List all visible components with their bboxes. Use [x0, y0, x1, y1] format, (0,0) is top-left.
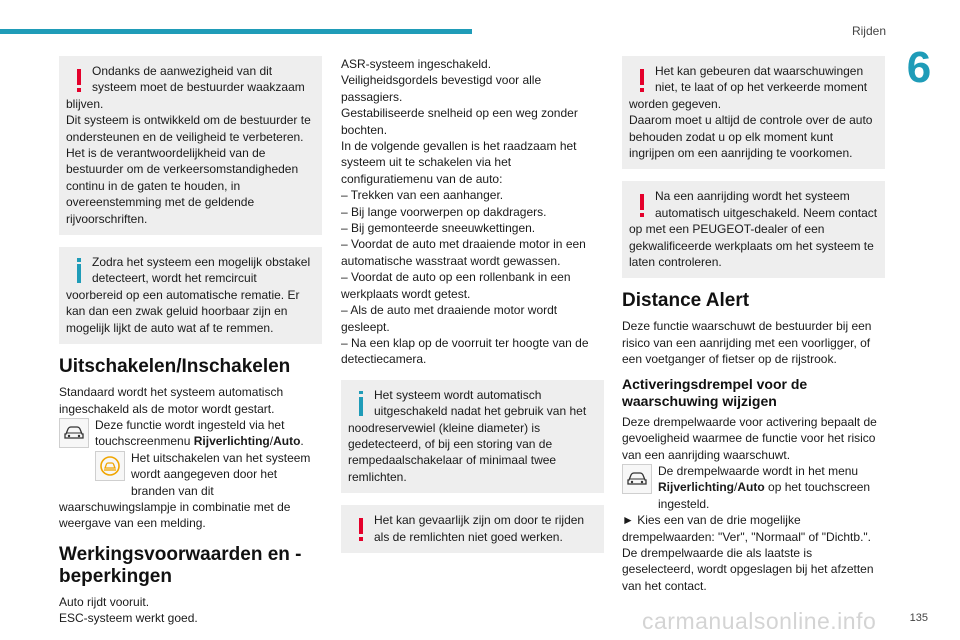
- warning-exclamation-icon: [348, 512, 374, 542]
- paragraph: In de volgende gevallen is het raadzaam het systeem uit te schakelen via het configuratiemenu van de auto:: [341, 139, 577, 186]
- heading-threshold: Activeringsdrempel voor de waarschuwing wijzigen: [622, 375, 808, 409]
- watermark: carmanualsonline.info: [642, 608, 877, 634]
- menu-name: Auto: [737, 480, 765, 495]
- list-item: – Na een klap op de voorruit ter hoogte van de detectiecamera.: [341, 335, 589, 367]
- car-settings-icon: [622, 464, 652, 494]
- list-item: – Bij lange voorwerpen op dakdragers.: [341, 204, 547, 219]
- paragraph: ASR-systeem ingeschakeld.: [341, 57, 492, 71]
- menu-separator: /: [734, 480, 738, 495]
- instruction-text: Het uitschakelen van het systeem wordt aangegeven door het branden van dit waarschuwingslampje in combinatie met de weergave van een melding.: [59, 450, 311, 531]
- menu-name: Rijverlichting: [193, 434, 270, 449]
- instruction-text: op het touchscreen ingesteld.: [658, 480, 871, 511]
- column-1: [59, 56, 322, 627]
- paragraph: ESC-systeem werkt goed.: [59, 611, 198, 626]
- info-text: Zodra het systeem een mogelijk obstakel detecteert, wordt het remcircuit voorbereid op een automatische rematie. Er kan dan een zwak geluid hoorbaar zijn en mogelijk lijkt de auto wat af te remmen.: [66, 255, 311, 335]
- warning-text: Ondanks de aanwezigheid van dit systeem moet de bestuurder waakzaam blijven.: [66, 64, 305, 111]
- list-item: – Voordat de auto met draaiende motor in een automatische wasstraat wordt gewassen.: [341, 237, 586, 268]
- warning-exclamation-icon: [66, 63, 92, 93]
- info-text: Het systeem wordt automatisch uitgeschakeld nadat het gebruik van het noodreservewiel (kleine diameter) is gedetecteerd, of bij een storing van de rempedaalschakelaar of minimaal twee remlichten.: [348, 387, 587, 484]
- warning-text: Het is de verantwoordelijkheid van de bestuurder om de verkeersomstandigheden continu in de gaten te houden, in overeenstemming met de geldende rijvoorschriften.: [66, 146, 299, 226]
- heading-switch: Uitschakelen/Inschakelen: [59, 356, 291, 378]
- paragraph: Deze drempelwaarde voor activering bepaalt de gevoeligheid waarmee de functie voor het risico van een aanrijding waarschuwt.: [622, 414, 877, 462]
- instruction-text: .: [300, 434, 304, 449]
- instruction-text: De drempelwaarde wordt in het menu: [658, 463, 859, 478]
- warning-text: Na een aanrijding wordt het systeem automatisch uitgeschakeld. Neem contact op met een PEUGEOT-dealer of een gekwalificeerde werkplaats om het systeem te laten controleren.: [629, 189, 878, 270]
- warning-text: Daarom moet u altijd de controle over de auto behouden zodat u op elk moment kunt ingrijpen om een aanrijding te voorkomen.: [629, 113, 873, 161]
- list-item: – Als de auto met draaiende motor wordt gesleept.: [341, 303, 558, 334]
- column-3: [622, 56, 885, 594]
- step-item: ► Kies een van de drie mogelijke drempelwaarden: "Ver", "Normaal" of "Dichtb.".: [622, 513, 871, 544]
- chapter-number: 6: [906, 43, 932, 92]
- column-2: [341, 56, 604, 565]
- warning-box: [341, 505, 604, 553]
- menu-name: Auto: [273, 434, 301, 449]
- section-title: Rijden: [851, 24, 886, 38]
- icon-instruction: [59, 450, 322, 532]
- paragraph: De drempelwaarde die als laatste is geselecteerd, wordt opgeslagen bij het afzetten van het contact.: [622, 545, 874, 593]
- system-warning-lamp-icon: [95, 451, 125, 481]
- paragraph: Deze functie waarschuwt de bestuurder bij een risico van een aanrijding met een voorligger, of een voetganger of fietser op de rijstrook.: [622, 319, 872, 367]
- warning-box: [622, 56, 885, 169]
- heading-distance-alert: Distance Alert: [622, 290, 750, 312]
- icon-instruction: [59, 417, 322, 450]
- warning-exclamation-icon: [629, 63, 655, 93]
- info-icon: [348, 387, 374, 417]
- info-box: [59, 247, 322, 344]
- car-settings-icon: [59, 418, 89, 448]
- instruction-text: Deze functie wordt ingesteld via het touchscreenmenu: [95, 417, 285, 449]
- icon-instruction: [622, 463, 885, 512]
- paragraph: Veiligheidsgordels bevestigd voor alle passagiers.: [341, 73, 542, 104]
- list-item: – Bij gemonteerde sneeuwkettingen.: [341, 221, 536, 236]
- warning-box: [622, 181, 885, 278]
- info-icon: [66, 254, 92, 284]
- heading-conditions: Werkingsvoorwaarden en -beperkingen: [59, 543, 302, 587]
- header-accent-bar: [0, 29, 472, 34]
- paragraph: Standaard wordt het systeem automatisch ingeschakeld als de motor wordt gestart.: [59, 385, 284, 416]
- warning-text: Het kan gebeuren dat waarschuwingen niet, te laat of op het verkeerde moment worden gegeven.: [629, 64, 868, 111]
- warning-text: Dit systeem is ontwikkeld om de bestuurder te ondersteunen en de veiligheid te verbeteren.: [66, 113, 311, 144]
- list-item: – Voordat de auto op een rollenbank in een werkplaats wordt getest.: [341, 270, 571, 301]
- menu-name: Rijverlichting: [658, 480, 735, 495]
- paragraph: Auto rijdt vooruit.: [59, 594, 150, 609]
- warning-box: [59, 56, 322, 235]
- paragraph: Gestabiliseerde snelheid op een weg zonder bochten.: [341, 106, 578, 137]
- menu-separator: /: [269, 434, 274, 449]
- info-box: [341, 380, 604, 493]
- warning-text: Het kan gevaarlijk zijn om door te rijden als de remlichten niet goed werken.: [374, 513, 585, 544]
- warning-exclamation-icon: [629, 188, 655, 218]
- page-number: 135: [909, 612, 928, 624]
- list-item: – Trekken van een aanhanger.: [341, 188, 504, 203]
